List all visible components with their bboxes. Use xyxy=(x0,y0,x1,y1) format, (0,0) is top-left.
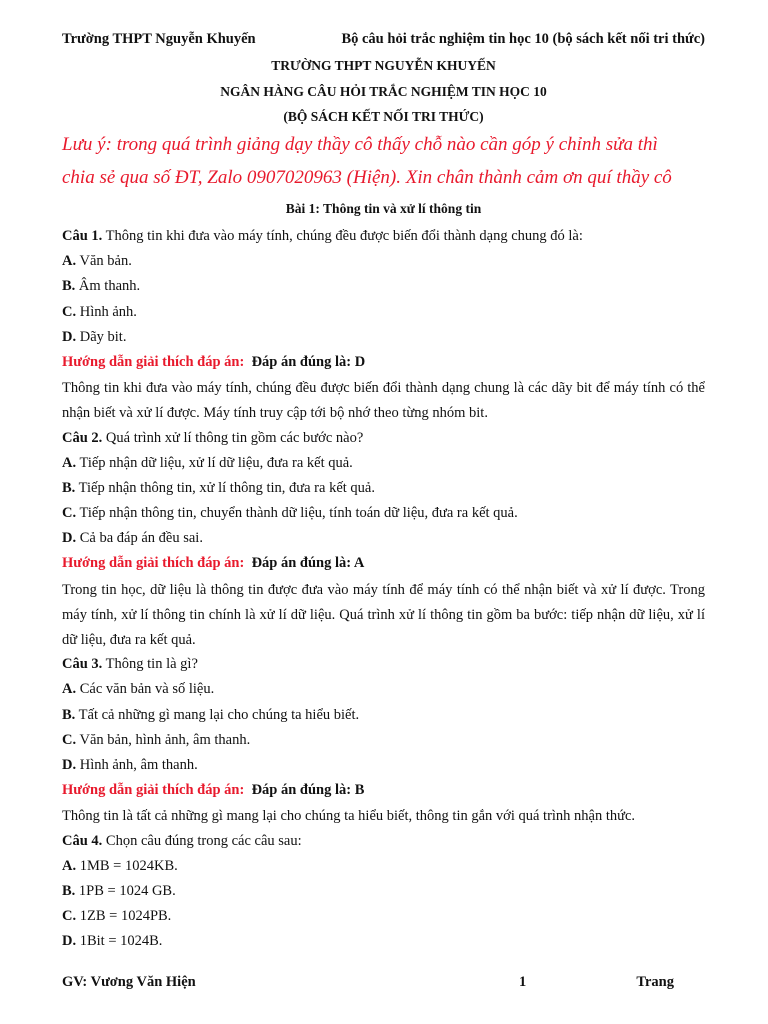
option-d: D. Cả ba đáp án đều sai. xyxy=(62,530,203,547)
option-c: C. 1ZB = 1024PB. xyxy=(62,908,172,925)
explanation: Thông tin khi đưa vào máy tính, chúng đều được biến đổi thành dạng chung là các dãy bit để máy tính có thể nhận biết và xử lí được. Máy tính truy cập tới bộ nhớ theo từng nhóm bit. xyxy=(62,380,705,422)
note-line-1: Lưu ý: trong quá trình giảng dạy thầy cô thấy chỗ nào cần góp ý chỉnh sửa thì xyxy=(62,134,658,155)
option-c: C. Tiếp nhận thông tin, chuyển thành dữ liệu, tính toán dữ liệu, đưa ra kết quả. xyxy=(62,505,518,522)
option-b: B. Âm thanh. xyxy=(62,278,141,295)
option-c: C. Hình ảnh. xyxy=(62,303,137,320)
option-b: B. Tất cả những gì mang lại cho chúng ta hiểu biết. xyxy=(62,706,360,723)
answer-guide: Hướng dẫn giải thích đáp án: Đáp án đúng là: B xyxy=(62,782,365,799)
option-a: A. 1MB = 1024KB. xyxy=(62,857,178,874)
explanation: Trong tin học, dữ liệu là thông tin được đưa vào máy tính để máy tính có thể nhận biết và xử lí được. Trong máy tính, xử lí thông tin chính là xử lí dữ liệu. Quá trình xử lí thông tin gồm ba bước: tiếp nhận dữ liệu, xử lí dữ liệu, đưa ra kết quả. xyxy=(62,581,705,649)
question-2: Câu 2. Quá trình xử lí thông tin gồm các bước nào? xyxy=(62,429,364,446)
question-1: Câu 1. Thông tin khi đưa vào máy tính, chúng đều được biến đổi thành dạng chung đó là: xyxy=(62,228,583,244)
answer-guide: Hướng dẫn giải thích đáp án: Đáp án đúng là: A xyxy=(62,555,365,572)
note-line-2: chia sẻ qua số ĐT, Zalo 0907020963 (Hiện). Xin chân thành cảm ơn quí thầy cô xyxy=(62,167,672,188)
question-3: Câu 3. Thông tin là gì? xyxy=(62,656,198,673)
option-b: B. 1PB = 1024 GB. xyxy=(62,882,176,899)
question-4: Câu 4. Chọn câu đúng trong các câu sau: xyxy=(62,832,302,849)
book-title: (BỘ SÁCH KẾT NỐI TRI THỨC) xyxy=(283,109,484,124)
option-d: D. 1Bit = 1024B. xyxy=(62,933,163,950)
lesson-title: Bài 1: Thông tin và xử lí thông tin xyxy=(285,201,482,216)
question-list xyxy=(62,225,705,956)
footer-trang: Trang xyxy=(636,974,674,990)
school-title: TRƯỜNG THPT NGUYỄN KHUYẾN xyxy=(271,58,496,73)
option-d: D. Hình ảnh, âm thanh. xyxy=(62,757,198,774)
footer-teacher: GV: Vương Văn Hiện xyxy=(62,974,196,990)
option-a: A. Văn bản. xyxy=(62,253,132,270)
header-school: Trường THPT Nguyễn Khuyến xyxy=(62,31,256,47)
footer-page-number: 1 xyxy=(519,974,527,990)
option-d: D. Dãy bit. xyxy=(62,328,127,345)
answer-guide: Hướng dẫn giải thích đáp án: Đáp án đúng là: D xyxy=(62,353,366,370)
explanation: Thông tin là tất cả những gì mang lại cho chúng ta hiểu biết, thông tin gắn với quá trình nhận thức. xyxy=(62,808,636,825)
option-b: B. Tiếp nhận thông tin, xử lí thông tin, đưa ra kết quả. xyxy=(62,479,375,496)
option-a: A. Các văn bản và số liệu. xyxy=(62,681,215,698)
option-a: A. Tiếp nhận dữ liệu, xử lí dữ liệu, đưa ra kết quả. xyxy=(62,454,353,471)
page-header xyxy=(62,31,705,48)
bank-title: NGÂN HÀNG CÂU HỎI TRẮC NGHIỆM TIN HỌC 10 xyxy=(220,84,547,99)
header-book: Bộ câu hỏi trắc nghiệm tin học 10 (bộ sách kết nối tri thức) xyxy=(341,31,705,47)
option-c: C. Văn bản, hình ảnh, âm thanh. xyxy=(62,731,251,748)
